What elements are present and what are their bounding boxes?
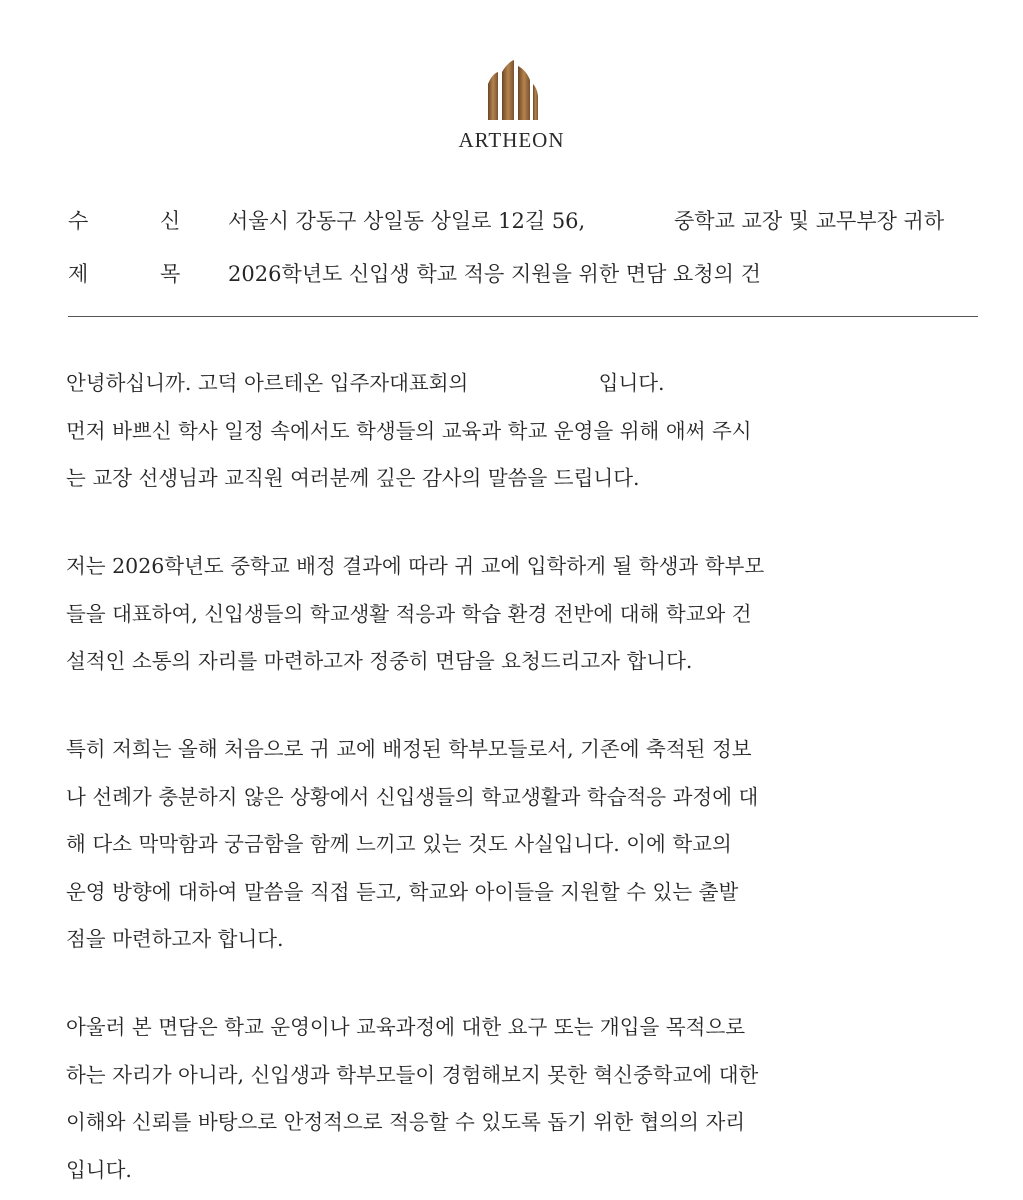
company-name: ARTHEON <box>458 128 565 152</box>
letterhead <box>0 58 1023 153</box>
recipient-label-1: 수 <box>68 209 89 233</box>
paragraph-greeting <box>66 360 996 503</box>
text-line: 나 선례가 충분하지 않은 상황에서 신입생들의 학교생활과 학습적응 과정에 대 <box>66 784 759 809</box>
text-line: 이해와 신뢰를 바탕으로 안정적으로 적응할 수 있도록 돕기 위한 협의의 자리 <box>66 1110 746 1134</box>
text-line: 특히 저희는 올해 처음으로 귀 교에 배정된 학부모들로서, 기존에 축적된 정보 <box>66 737 752 761</box>
recipient-address: 서울시 강동구 상일동 상일로 12길 56, <box>228 209 586 233</box>
subject-text: 2026학년도 신입생 학교 적응 지원을 위한 면담 요청의 건 <box>228 262 761 286</box>
text-line: 운영 방향에 대하여 말씀을 직접 듣고, 학교와 아이들을 지원할 수 있는 출발 <box>66 879 739 904</box>
text-line: 해 다소 막막함과 궁금함을 함께 느끼고 있는 것도 사실입니다. 이에 학교의 <box>66 832 732 856</box>
text-line: 저는 2026학년도 중학교 배정 결과에 따라 귀 교에 입학하게 될 학생과 학부모 <box>66 554 765 578</box>
text-line: 들을 대표하여, 신입생들의 학교생활 적응과 학습 환경 전반에 대해 학교와 건 <box>66 601 752 626</box>
text-line: 는 교장 선생님과 교직원 여러분께 깊은 감사의 말씀을 드립니다. <box>66 466 640 490</box>
subject-label-1: 제 <box>68 262 89 286</box>
header-divider <box>68 316 978 317</box>
paragraph-request <box>66 543 996 686</box>
artheon-logo-icon <box>482 58 542 122</box>
paragraph-purpose <box>66 1004 996 1194</box>
paragraph-background <box>66 726 996 964</box>
recipient-name: 중학교 교장 및 교무부장 귀하 <box>674 209 945 233</box>
recipient-label-2: 신 <box>160 209 181 233</box>
subject-label-2: 목 <box>160 262 181 286</box>
text-line: 아울러 본 면담은 학교 운영이나 교육과정에 대한 요구 또는 개입을 목적으로 <box>66 1015 746 1039</box>
text-line: 입니다. <box>66 1157 132 1182</box>
text-line: 하는 자리가 아니라, 신입생과 학부모들이 경험해보지 못한 혁신중학교에 대한 <box>66 1062 759 1087</box>
text-line: 점을 마련하고자 합니다. <box>66 927 284 951</box>
text-line: 안녕하십니까. 고덕 아르테온 입주자대표회의 입니다. <box>66 371 665 395</box>
text-line: 먼저 바쁘신 학사 일정 속에서도 학생들의 교육과 학교 운영을 위해 애써 주시 <box>66 418 752 443</box>
text-line: 설적인 소통의 자리를 마련하고자 정중히 면담을 요청드리고자 합니다. <box>66 649 693 673</box>
